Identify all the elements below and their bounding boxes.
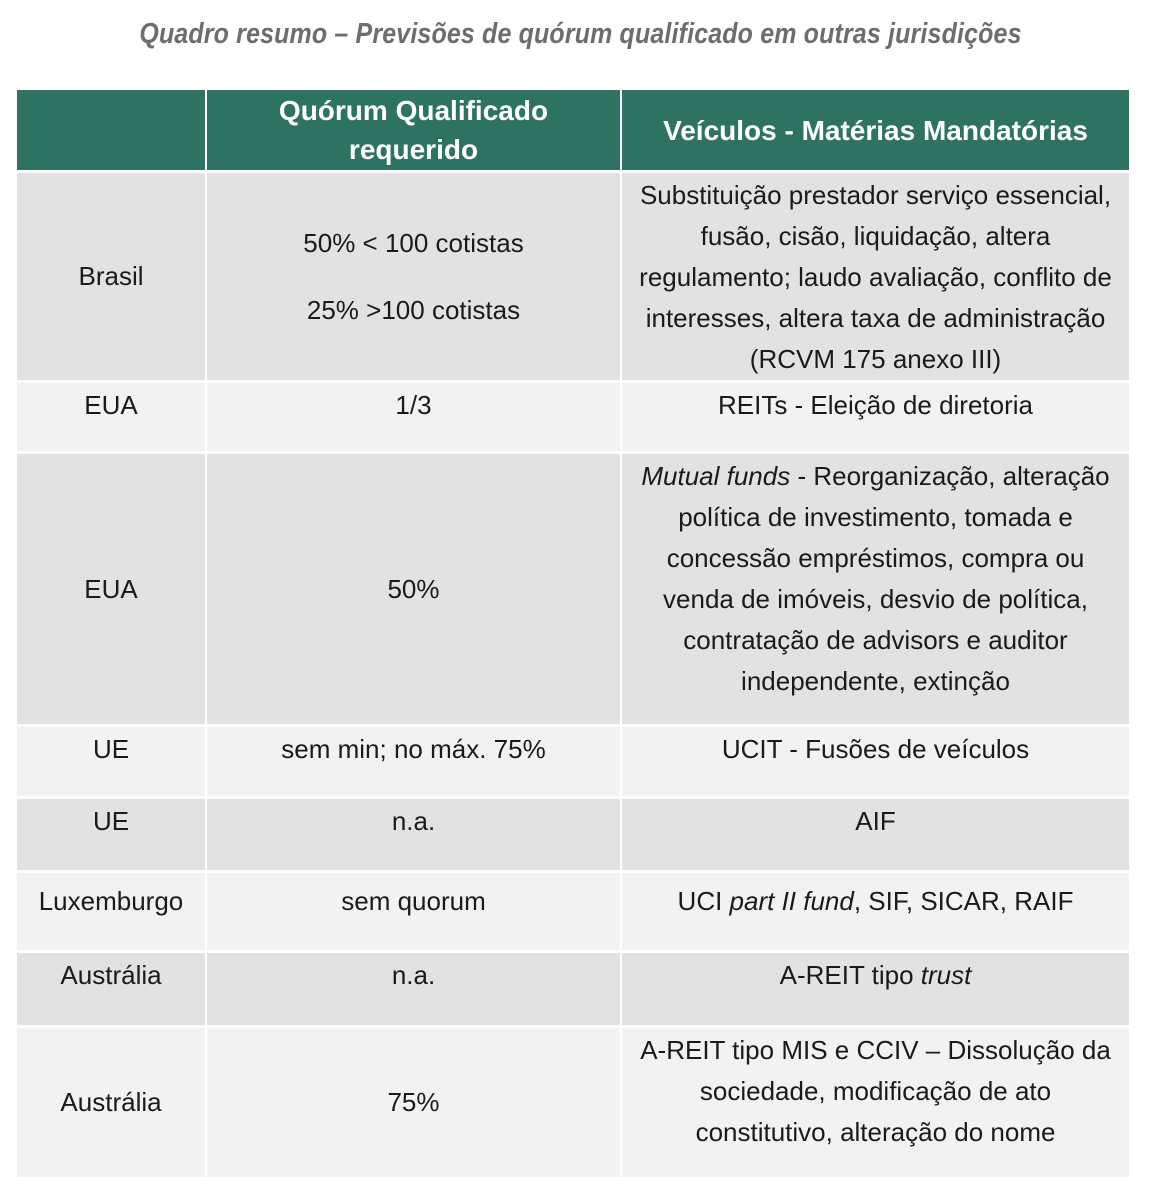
matters-cell: AIF bbox=[621, 798, 1129, 872]
table-row bbox=[17, 382, 1129, 453]
quorum-line: 25% >100 cotistas bbox=[306, 294, 521, 325]
header-quorum: Quórum Qualificado requerido bbox=[206, 90, 621, 172]
quorum-cell: 50% bbox=[206, 453, 621, 726]
country-cell: Austrália bbox=[17, 1027, 206, 1177]
quorum-cell bbox=[206, 172, 621, 382]
table-row bbox=[17, 798, 1129, 872]
country-cell: Austrália bbox=[17, 952, 206, 1027]
country-cell: EUA bbox=[17, 382, 206, 453]
table-row bbox=[17, 872, 1129, 952]
quorum-cell: n.a. bbox=[206, 798, 621, 872]
table-row bbox=[17, 172, 1129, 382]
summary-table bbox=[17, 90, 1129, 1177]
table-row bbox=[17, 453, 1129, 726]
matters-cell bbox=[621, 872, 1129, 952]
matters-italic: part II fund bbox=[729, 886, 854, 916]
quorum-line: 50% < 100 cotistas bbox=[303, 227, 524, 258]
country-cell: UE bbox=[17, 726, 206, 798]
quorum-cell: n.a. bbox=[206, 952, 621, 1027]
matters-italic: Mutual funds bbox=[641, 461, 791, 491]
quorum-cell: 1/3 bbox=[206, 382, 621, 453]
matters-text: - Reorganização, alteração política de investimento, tomada e concessão empréstimos, compra ou venda de imóveis, desvio de política, contratação de advisors e auditor independente, extinção bbox=[663, 461, 1110, 696]
country-cell: UE bbox=[17, 798, 206, 872]
quorum-cell: sem min; no máx. 75% bbox=[206, 726, 621, 798]
matters-text: , SIF, SICAR, RAIF bbox=[853, 886, 1074, 916]
page-title: Quadro resumo – Previsões de quórum qualificado em outras jurisdições bbox=[139, 18, 1022, 50]
table-row bbox=[17, 726, 1129, 798]
table-row bbox=[17, 952, 1129, 1027]
matters-cell bbox=[621, 453, 1129, 726]
matters-text: UCI bbox=[677, 886, 730, 916]
table-row bbox=[17, 1027, 1129, 1177]
matters-italic: trust bbox=[920, 960, 972, 990]
matters-cell: UCIT - Fusões de veículos bbox=[621, 726, 1129, 798]
matters-cell bbox=[621, 952, 1129, 1027]
header-matters: Veículos - Matérias Mandatórias bbox=[621, 90, 1129, 172]
country-cell: EUA bbox=[17, 453, 206, 726]
quorum-cell: sem quorum bbox=[206, 872, 621, 952]
matters-cell: A-REIT tipo MIS e CCIV – Dissolução da sociedade, modificação de ato constitutivo, alteração do nome bbox=[621, 1027, 1129, 1177]
table-header-row bbox=[17, 90, 1129, 172]
matters-text: A-REIT tipo bbox=[779, 960, 921, 990]
matters-cell: Substituição prestador serviço essencial, fusão, cisão, liquidação, altera regulamento; laudo avaliação, conflito de interesses, altera taxa de administração (RCVM 175 anexo III) bbox=[621, 172, 1129, 382]
country-cell: Luxemburgo bbox=[17, 872, 206, 952]
matters-cell: REITs - Eleição de diretoria bbox=[621, 382, 1129, 453]
quorum-cell: 75% bbox=[206, 1027, 621, 1177]
country-cell: Brasil bbox=[17, 172, 206, 382]
header-country bbox=[17, 90, 206, 172]
